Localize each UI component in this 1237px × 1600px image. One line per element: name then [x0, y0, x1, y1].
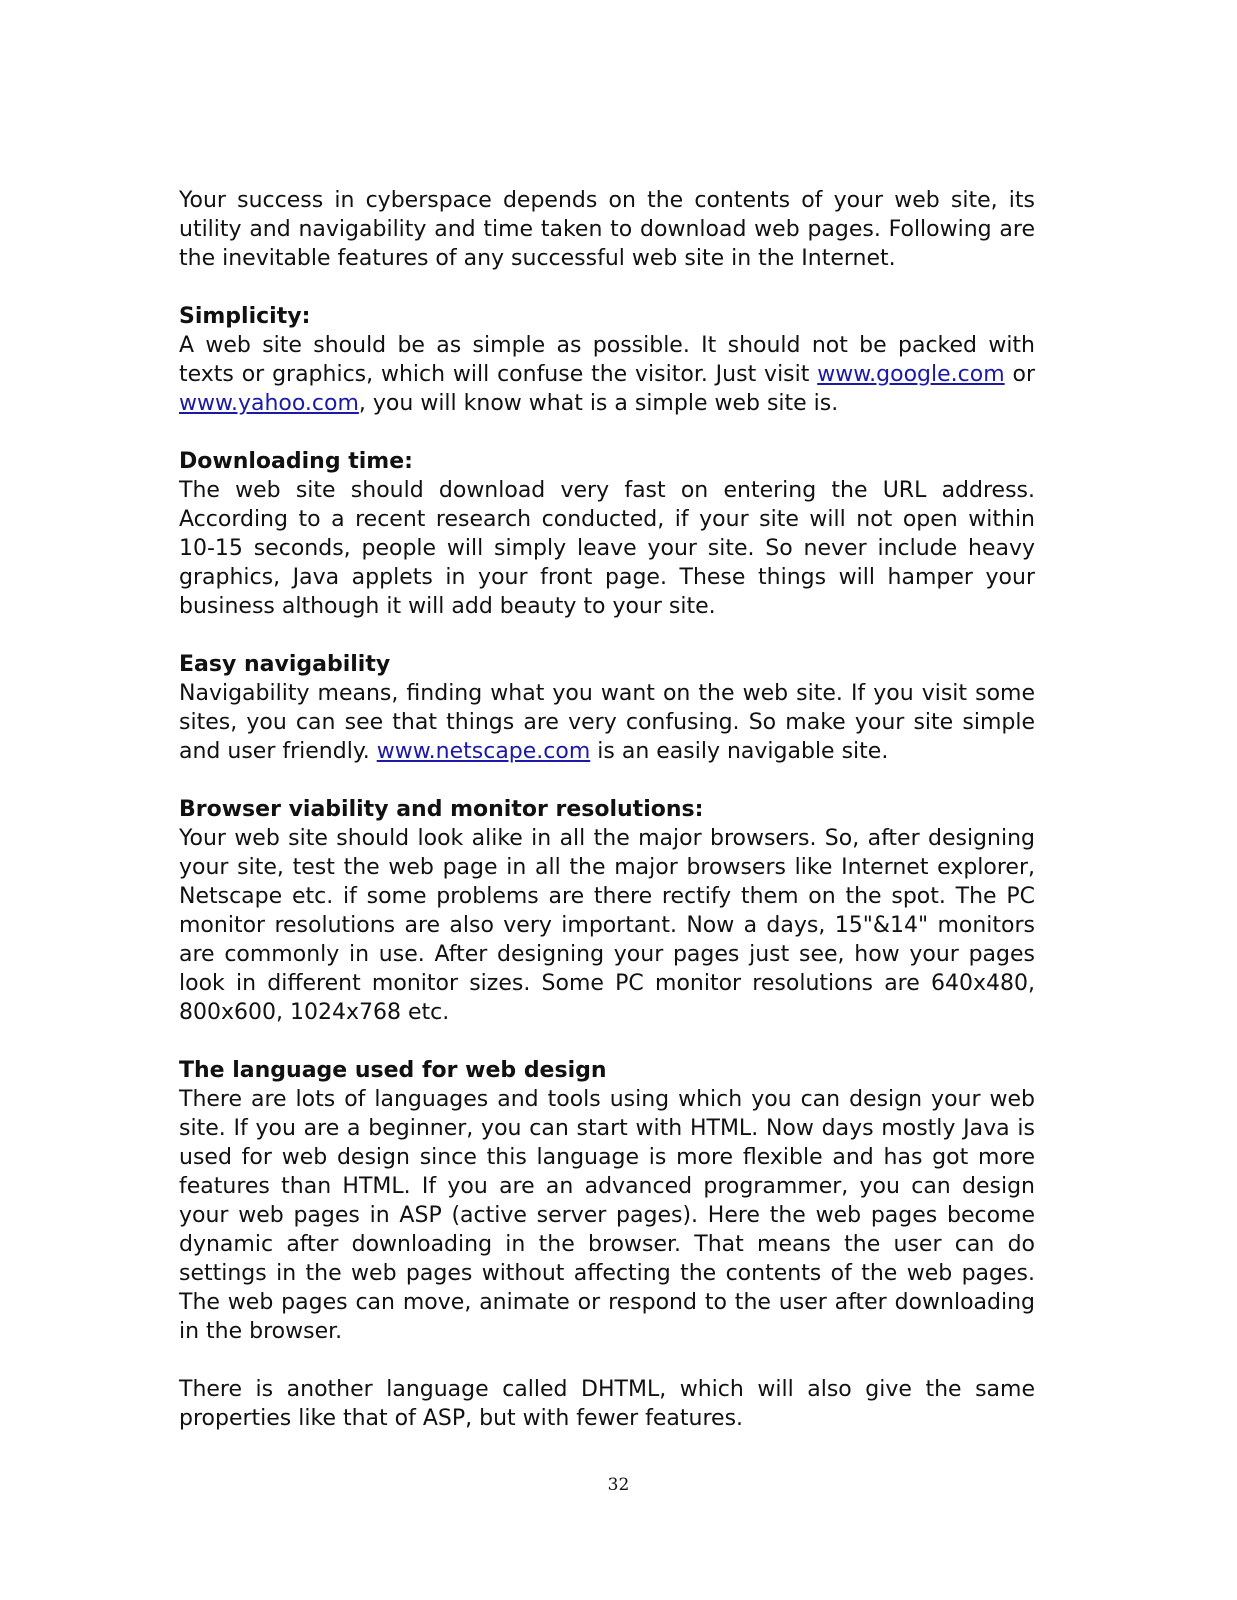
navigability-paragraph — [179, 679, 1035, 766]
dhtml-paragraph: There is another language called DHTML, which will also give the same properties like that of ASP, but with fewer features. — [179, 1377, 1035, 1431]
navigability-text-after: is an easily navigable site. — [590, 739, 889, 764]
simplicity-text-after: , you will know what is a simple web site is. — [358, 391, 839, 416]
simplicity-paragraph — [179, 331, 1035, 418]
navigability-text-before: Navigability means, finding what you want on the web site. If you visit some sites, you can see that things are very confusing. So make your site simple and user friendly. — [179, 681, 1035, 764]
navigability-heading: Easy navigability — [179, 652, 391, 677]
google-link[interactable]: www.google.com — [817, 362, 1005, 387]
yahoo-link[interactable]: www.yahoo.com — [179, 391, 359, 416]
browser-heading: Browser viability and monitor resolutions: — [179, 797, 704, 822]
simplicity-text-before: A web site should be as simple as possible. It should not be packed with texts or graphics, which will confuse the visitor. Just visit — [179, 333, 1035, 387]
browser-paragraph: Your web site should look alike in all the major browsers. So, after designing your site, test the web page in all the major browsers like Internet explorer, Netscape etc. if some problems are there rectify them on the spot. The PC monitor resolutions are also very important. Now a days, 15"&14" monitors are commonly in use. After designing your pages just see, how your pages look in different monitor sizes. Some PC monitor resolutions are 640x480, 800x600, 1024x768 etc. — [179, 826, 1035, 1025]
section-simplicity — [179, 302, 1035, 418]
downloading-heading: Downloading time: — [179, 449, 413, 474]
page-content — [179, 186, 1035, 1433]
section-browser — [179, 795, 1035, 1027]
language-heading: The language used for web design — [179, 1058, 607, 1083]
netscape-link[interactable]: www.netscape.com — [376, 739, 591, 764]
simplicity-text-mid: or — [1004, 362, 1036, 387]
downloading-paragraph: The web site should download very fast on entering the URL address. According to a recent research conducted, if your site will not open within 10-15 seconds, people will simply leave your site. So never include heavy graphics, Java applets in your front page. These things will hamper your business although it will add beauty to your site. — [179, 478, 1035, 619]
language-paragraph: There are lots of languages and tools using which you can design your web site. If you are a beginner, you can start with HTML. Now days mostly Java is used for web design since this language is more flexible and has got more features than HTML. If you are an advanced programmer, you can design your web pages in ASP (active server pages). Here the web pages become dynamic after downloading in the browser. That means the user can do settings in the web pages without affecting the contents of the web pages. The web pages can move, animate or respond to the user after downloading in the browser. — [179, 1087, 1035, 1344]
simplicity-heading: Simplicity: — [179, 304, 311, 329]
section-dhtml — [179, 1375, 1035, 1433]
section-navigability — [179, 650, 1035, 766]
section-downloading — [179, 447, 1035, 621]
intro-paragraph: Your success in cyberspace depends on the contents of your web site, its utility and navigability and time taken to download web pages. Following are the inevitable features of any successful web site in the Internet. — [179, 188, 1035, 271]
page-number: 32 — [607, 1475, 630, 1495]
section-language — [179, 1056, 1035, 1346]
